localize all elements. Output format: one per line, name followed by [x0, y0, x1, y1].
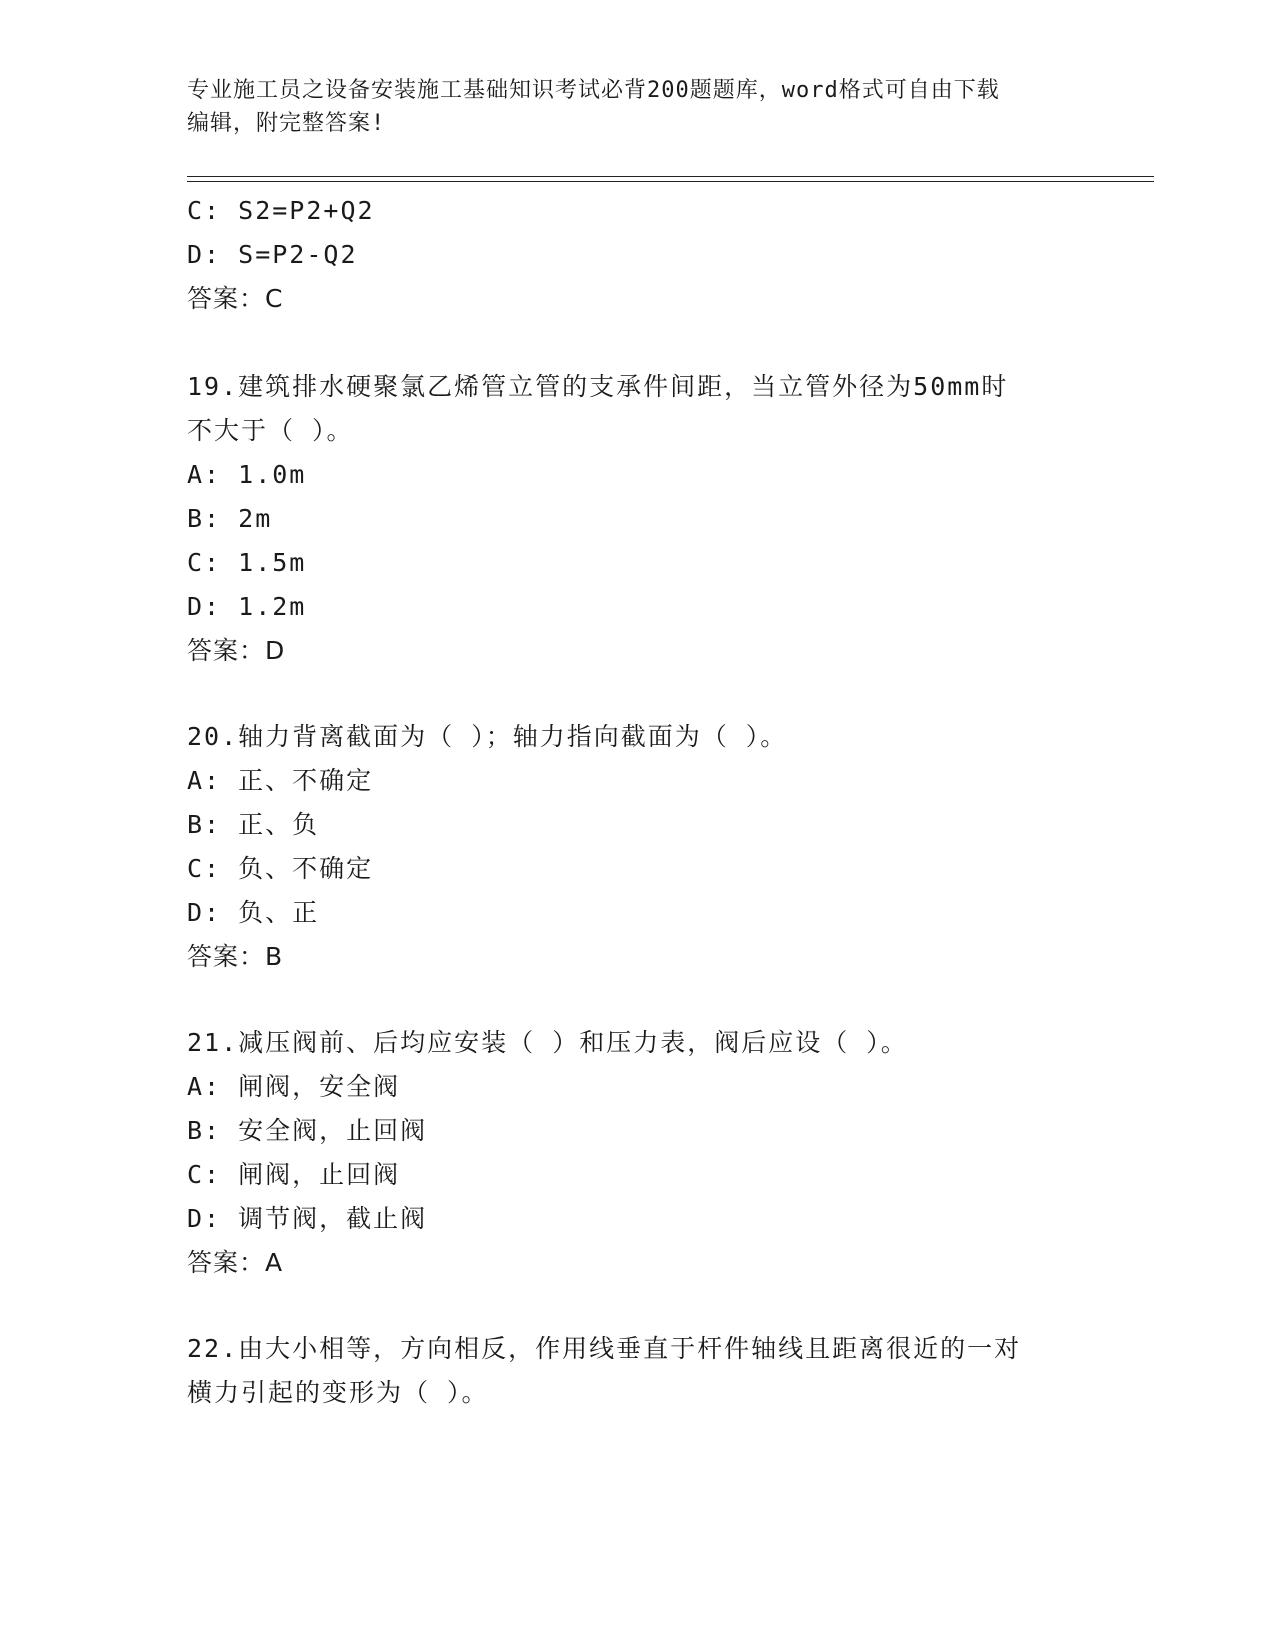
header-divider-top [187, 176, 1154, 177]
q21-option-a: A: 闸阀，安全阀 [187, 1072, 401, 1101]
q21-option-c: C: 闸阀，止回阀 [187, 1160, 401, 1189]
q19-answer: 答案：D [187, 636, 286, 665]
q22-stem-line-1: 22.由大小相等，方向相反，作用线垂直于杆件轴线且距离很近的一对 [187, 1334, 1022, 1363]
q21-option-d: D: 调节阀，截止阀 [187, 1204, 428, 1233]
q19-stem-line-1: 19.建筑排水硬聚氯乙烯管立管的支承件间距，当立管外径为50mm时 [187, 372, 1009, 401]
q19-option-b: B: 2m [187, 504, 273, 533]
document-header [187, 74, 1067, 140]
q20-option-b: B: 正、负 [187, 810, 320, 839]
q20-option-d: D: 负、正 [187, 898, 320, 927]
header-title-line-2: 编辑，附完整答案! [187, 111, 386, 136]
q19-stem-line-2: 不大于（ ）。 [187, 416, 354, 445]
q19-option-d: D: 1.2m [187, 592, 307, 621]
q18-option-c: C: S2=P2+Q2 [187, 196, 375, 225]
header-title-line-1: 专业施工员之设备安装施工基础知识考试必背200题题库，word格式可自由下载 [187, 78, 1000, 103]
q19-option-a: A: 1.0m [187, 460, 307, 489]
q21-stem: 21.减压阀前、后均应安装（ ）和压力表，阀后应设（ ）。 [187, 1028, 908, 1057]
q21-option-b: B: 安全阀，止回阀 [187, 1116, 428, 1145]
q18-option-d: D: S=P2-Q2 [187, 240, 358, 269]
q21-answer: 答案：A [187, 1248, 284, 1277]
q22-stem-line-2: 横力引起的变形为（ ）。 [187, 1378, 489, 1407]
q19-option-c: C: 1.5m [187, 548, 307, 577]
q20-answer: 答案：B [187, 942, 284, 971]
q20-option-a: A: 正、不确定 [187, 766, 374, 795]
q20-stem: 20.轴力背离截面为（ ）；轴力指向截面为（ ）。 [187, 722, 788, 751]
header-divider-bottom [187, 181, 1154, 182]
q18-answer: 答案：C [187, 284, 284, 313]
q20-option-c: C: 负、不确定 [187, 854, 374, 883]
